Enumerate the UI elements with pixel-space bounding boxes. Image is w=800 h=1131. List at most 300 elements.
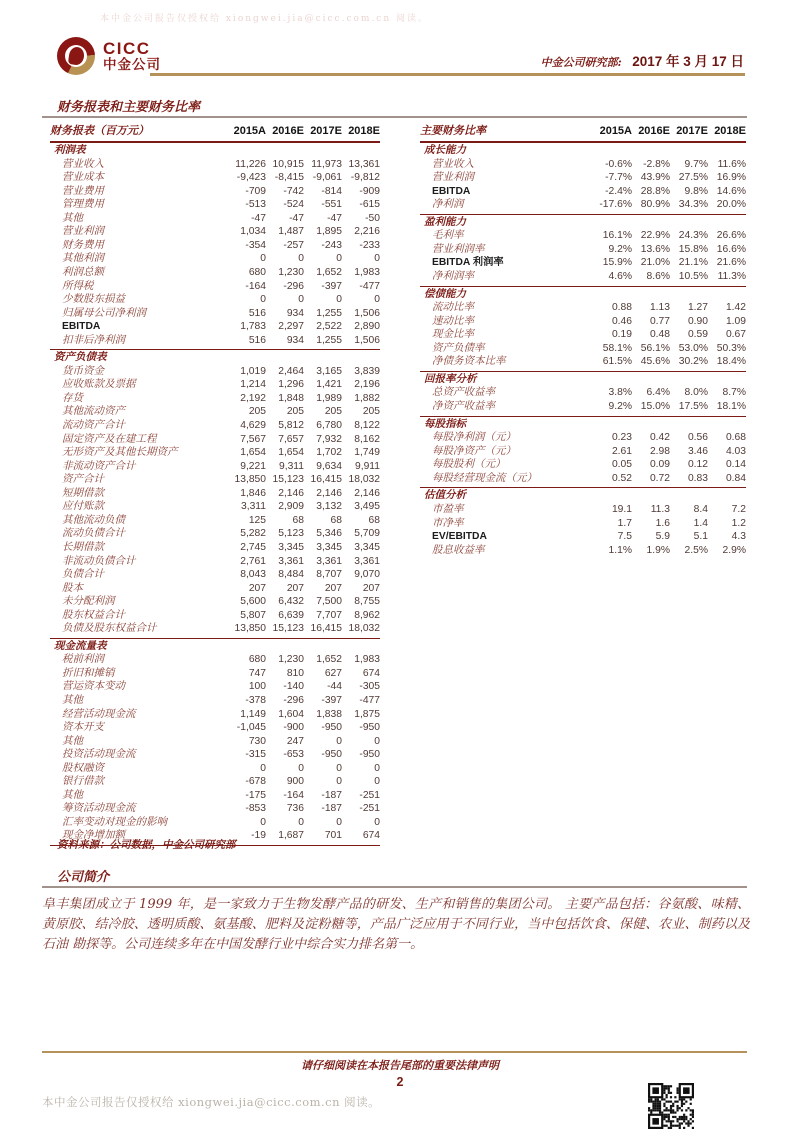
row-value: 16,415 — [310, 623, 342, 635]
row-value: -7.7% — [605, 172, 632, 184]
table-row — [50, 171, 380, 185]
row-value: 15.0% — [640, 401, 670, 413]
table-header-row — [50, 122, 380, 143]
row-value: 58.1% — [602, 342, 632, 354]
row-label: 市净率 — [432, 516, 464, 529]
row-value: 747 — [248, 667, 266, 679]
section-header: 成长能力 — [424, 144, 466, 156]
row-value: 0 — [374, 253, 380, 265]
row-value: 7.2 — [731, 503, 746, 515]
row-label: 股东权益合计 — [62, 608, 125, 621]
row-value: 5,807 — [240, 609, 266, 621]
row-value: 730 — [248, 735, 266, 747]
row-value: 3,311 — [240, 501, 266, 513]
table-section — [420, 215, 746, 287]
row-value: 15.8% — [678, 243, 708, 255]
row-value: 0.72 — [649, 472, 670, 484]
row-value: -8,415 — [274, 172, 304, 184]
row-value: -9,423 — [236, 172, 266, 184]
table-row — [50, 433, 380, 447]
row-label: 非流动负债合计 — [62, 554, 136, 567]
row-value: -678 — [245, 776, 266, 788]
row-value: 0 — [336, 776, 342, 788]
row-value: 9,070 — [354, 569, 380, 581]
row-value: 0 — [336, 816, 342, 828]
row-value: 100 — [248, 681, 266, 693]
row-value: 0.48 — [649, 329, 670, 341]
row-value: 1,296 — [278, 379, 304, 391]
row-label: 其他 — [62, 211, 83, 224]
table-row — [420, 171, 746, 185]
section-header: 利润表 — [54, 144, 86, 156]
row-value: 3,132 — [316, 501, 342, 513]
table-row — [50, 460, 380, 474]
row-value: 2,146 — [316, 487, 342, 499]
row-value: 3,361 — [316, 555, 342, 567]
row-value: 5,282 — [240, 528, 266, 540]
row-label: 固定资产及在建工程 — [62, 432, 157, 445]
row-value: 0.59 — [687, 329, 708, 341]
row-value: -477 — [359, 280, 380, 292]
row-value: 0 — [260, 816, 266, 828]
row-value: 2,297 — [278, 321, 304, 333]
table-row — [420, 229, 746, 243]
row-value: -354 — [245, 239, 266, 251]
row-value: 22.9% — [640, 230, 670, 242]
row-value: -524 — [283, 199, 304, 211]
row-value: 0.14 — [725, 459, 746, 471]
row-value: 6,780 — [316, 420, 342, 432]
row-value: 34.3% — [678, 199, 708, 211]
table-row — [50, 320, 380, 334]
row-label: EBITDA — [62, 321, 101, 333]
row-value: -0.6% — [605, 158, 632, 170]
row-label: 无形资产及其他长期资产 — [62, 446, 178, 459]
row-value: 0.67 — [725, 329, 746, 341]
row-label: 经营活动现金流 — [62, 707, 136, 720]
row-value: 6.4% — [646, 387, 670, 399]
row-value: 0 — [374, 776, 380, 788]
row-value: -397 — [321, 695, 342, 707]
header-divider — [150, 73, 745, 76]
row-value: 0.77 — [649, 315, 670, 327]
table-row — [420, 503, 746, 517]
row-value: 3,361 — [354, 555, 380, 567]
column-header: 2015A — [233, 125, 266, 137]
table-section — [420, 287, 746, 372]
row-value: -47 — [289, 212, 304, 224]
row-label: 营业收入 — [432, 157, 474, 170]
table-row — [50, 212, 380, 226]
table-row — [420, 472, 746, 486]
row-label: 股本 — [62, 581, 83, 594]
row-value: 1,604 — [278, 708, 304, 720]
row-label: 少数股东损益 — [62, 293, 125, 306]
row-value: -243 — [321, 239, 342, 251]
row-value: 2,909 — [278, 501, 304, 513]
table-row — [50, 541, 380, 555]
row-value: 1.1% — [608, 544, 632, 556]
row-value: 4.3 — [731, 531, 746, 543]
row-label: 其他 — [62, 788, 83, 801]
row-value: 45.6% — [640, 356, 670, 368]
row-value: 1,034 — [240, 226, 266, 238]
row-value: 1.9% — [646, 544, 670, 556]
row-value: 9,911 — [354, 460, 380, 472]
table-row — [50, 473, 380, 487]
row-value: 68 — [292, 514, 304, 526]
row-value: 13,850 — [234, 474, 266, 486]
row-value: 2,146 — [354, 487, 380, 499]
row-value: 1,838 — [316, 708, 342, 720]
row-value: -1,045 — [236, 722, 266, 734]
table-row — [50, 694, 380, 708]
row-value: 1,506 — [354, 334, 380, 346]
column-header: 2018E — [348, 125, 380, 137]
section-header: 偿债能力 — [424, 287, 466, 300]
report-date: 2017 年 3 月 17 日 — [632, 54, 744, 69]
row-value: 1,487 — [278, 226, 304, 238]
row-value: 3,345 — [278, 541, 304, 553]
top-watermark: 本中金公司报告仅授权给 xiongwei.jia@cicc.com.cn 阅读。 — [100, 14, 430, 24]
row-value: 13.6% — [640, 243, 670, 255]
row-label: 财务费用 — [62, 238, 104, 251]
row-value: 1.4 — [693, 517, 708, 529]
row-value: -615 — [359, 199, 380, 211]
table-row — [50, 735, 380, 749]
row-value: 1.09 — [725, 315, 746, 327]
table-row — [50, 158, 380, 172]
section-header: 回报率分析 — [424, 372, 477, 385]
row-value: 15.9% — [602, 257, 632, 269]
table-row — [50, 582, 380, 596]
logo-cn-text: 中金公司 — [103, 56, 161, 72]
row-value: 61.5% — [602, 356, 632, 368]
table-section — [420, 488, 746, 559]
row-value: 8.6% — [646, 271, 670, 283]
row-value: -742 — [283, 185, 304, 197]
table-row — [50, 622, 380, 636]
row-label: 每股经营现金流（元） — [432, 471, 537, 484]
row-value: 2,522 — [316, 321, 342, 333]
row-value: 0 — [260, 294, 266, 306]
row-label: 未分配利润 — [62, 595, 115, 608]
table-row — [50, 721, 380, 735]
row-value: 2.9% — [722, 544, 746, 556]
table-section — [420, 372, 746, 417]
row-label: 速动比率 — [432, 314, 474, 327]
table-row — [420, 243, 746, 257]
row-value: 4,629 — [240, 420, 266, 432]
row-value: 0.42 — [649, 432, 670, 444]
row-value: 1,749 — [354, 447, 380, 459]
row-value: 0 — [260, 253, 266, 265]
row-label: 其他流动负债 — [62, 513, 125, 526]
row-value: -140 — [283, 681, 304, 693]
row-value: 934 — [286, 307, 304, 319]
row-value: 0 — [260, 762, 266, 774]
row-value: 1.13 — [649, 302, 670, 314]
row-value: 0 — [336, 735, 342, 747]
row-value: 9,311 — [278, 460, 304, 472]
row-value: 934 — [286, 334, 304, 346]
row-value: 207 — [248, 582, 266, 594]
row-value: -19 — [251, 830, 266, 842]
row-value: 8.7% — [722, 387, 746, 399]
row-value: 2.61 — [611, 445, 632, 457]
row-value: 18,032 — [348, 623, 380, 635]
table-row — [420, 328, 746, 342]
row-value: 247 — [286, 735, 304, 747]
row-label: 汇率变动对现金的影响 — [62, 815, 167, 828]
table-row — [50, 667, 380, 681]
row-label: 每股股利（元） — [432, 458, 506, 471]
section-header: 现金流量表 — [54, 639, 107, 652]
row-value: -315 — [245, 749, 266, 761]
row-value: -164 — [283, 789, 304, 801]
row-value: 1,687 — [278, 830, 304, 842]
title-divider — [42, 116, 747, 118]
table-row — [50, 266, 380, 280]
row-value: 1.27 — [687, 302, 708, 314]
company-profile-text: 阜丰集团成立于 1999 年，是一家致力于生物发酵产品的研发、生产和销售的集团公司。 主要产品包括：谷氨酸、味精、黄原胶、结冷胶、透明质酸、氨基酸、肥料及淀粉糖等，产品广泛应用于不同行业，当中包括饮食、保健、农业、制药以及石油 勘探等。公司连续多年在中国发酵行业中综合实力排名第一。 — [42, 897, 750, 952]
row-value: 1,846 — [240, 487, 266, 499]
row-label: 现金比率 — [432, 328, 474, 341]
row-value: 0 — [374, 735, 380, 747]
table-row — [420, 270, 746, 284]
row-label: 其他流动资产 — [62, 405, 125, 418]
row-value: 2,216 — [354, 226, 380, 238]
table-header-row — [420, 122, 746, 143]
table-row — [420, 530, 746, 544]
row-value: -9,812 — [350, 172, 380, 184]
table-row — [50, 653, 380, 667]
row-value: -513 — [245, 199, 266, 211]
row-value: 24.3% — [678, 230, 708, 242]
row-value: 8,162 — [354, 433, 380, 445]
row-value: -296 — [283, 695, 304, 707]
row-label: 净资产收益率 — [432, 400, 495, 413]
table-row — [50, 514, 380, 528]
row-value: 1,983 — [354, 654, 380, 666]
table-row — [420, 386, 746, 400]
row-value: 0 — [374, 294, 380, 306]
row-value: 1,989 — [316, 392, 342, 404]
row-value: 9,221 — [240, 460, 266, 472]
row-value: 1,895 — [316, 226, 342, 238]
row-value: 1,214 — [240, 379, 266, 391]
section-header: 盈利能力 — [424, 215, 466, 228]
row-value: 15,123 — [272, 623, 304, 635]
table-row — [50, 609, 380, 623]
row-value: -950 — [321, 722, 342, 734]
row-label: 净利润 — [432, 198, 464, 211]
row-label: 每股净资产（元） — [432, 444, 516, 457]
row-label: 非流动资产合计 — [62, 459, 136, 472]
row-value: -296 — [283, 280, 304, 292]
row-label: 股权融资 — [62, 761, 104, 774]
row-value: 1,702 — [316, 447, 342, 459]
row-value: -175 — [245, 789, 266, 801]
row-value: -814 — [321, 185, 342, 197]
row-label: 应收账款及票据 — [62, 378, 136, 391]
table-row — [50, 487, 380, 501]
row-label: 利润总额 — [62, 265, 104, 278]
table-body — [420, 143, 746, 559]
row-value: 20.0% — [716, 199, 746, 211]
row-value: 0.52 — [611, 472, 632, 484]
row-value: 21.0% — [640, 257, 670, 269]
row-value: 3,839 — [354, 365, 380, 377]
row-label: 投资活动现金流 — [62, 748, 136, 761]
row-value: 5.1 — [693, 531, 708, 543]
row-value: -9,061 — [312, 172, 342, 184]
row-value: 16.9% — [716, 172, 746, 184]
row-value: 207 — [286, 582, 304, 594]
row-value: 516 — [248, 334, 266, 346]
table-row — [420, 458, 746, 472]
row-value: 0.88 — [611, 302, 632, 314]
row-value: 2,196 — [354, 379, 380, 391]
row-value: 0.19 — [611, 329, 632, 341]
row-value: -187 — [321, 789, 342, 801]
row-value: 0.12 — [687, 459, 708, 471]
row-value: 1,230 — [278, 266, 304, 278]
row-value: 205 — [248, 406, 266, 418]
row-label: 每股净利润（元） — [432, 431, 516, 444]
row-value: 0.05 — [611, 459, 632, 471]
row-value: 21.6% — [716, 257, 746, 269]
row-label: 应付账款 — [62, 500, 104, 513]
row-value: 56.1% — [640, 342, 670, 354]
table-row — [50, 595, 380, 609]
row-label: 管理费用 — [62, 198, 104, 211]
table-row — [50, 419, 380, 433]
row-value: 1,848 — [278, 392, 304, 404]
logo-cicc-text: CICC — [103, 38, 151, 58]
row-label: 短期借款 — [62, 486, 104, 499]
row-value: 15,123 — [272, 474, 304, 486]
row-value: 1.2 — [731, 517, 746, 529]
row-label: 毛利率 — [432, 229, 464, 242]
row-value: 8,043 — [240, 569, 266, 581]
row-value: 205 — [362, 406, 380, 418]
table-row — [50, 680, 380, 694]
row-value: 17.5% — [678, 401, 708, 413]
footer-divider — [42, 1051, 747, 1053]
row-value: 19.1 — [611, 503, 632, 515]
profile-divider — [42, 886, 747, 888]
cicc-logo — [57, 37, 161, 75]
table-row — [50, 365, 380, 379]
row-value: 680 — [248, 266, 266, 278]
row-value: 1,652 — [316, 266, 342, 278]
row-value: 0 — [374, 816, 380, 828]
table-row — [50, 568, 380, 582]
table-row — [50, 225, 380, 239]
column-header: 2015A — [599, 125, 632, 137]
section-header: 每股指标 — [424, 417, 466, 430]
row-value: -477 — [359, 695, 380, 707]
row-value: 1,654 — [278, 447, 304, 459]
row-value: 10.5% — [678, 271, 708, 283]
row-value: -653 — [283, 749, 304, 761]
row-value: 5,600 — [240, 596, 266, 608]
table-row — [50, 748, 380, 762]
row-label: 其他 — [62, 734, 83, 747]
table-row — [50, 816, 380, 830]
table-row — [50, 446, 380, 460]
table-row — [420, 517, 746, 531]
row-value: -853 — [245, 803, 266, 815]
table-row — [50, 392, 380, 406]
row-label: 负债合计 — [62, 568, 104, 581]
row-value: 2.5% — [684, 544, 708, 556]
legal-disclaimer: 请仔细阅读在本报告尾部的重要法律声明 — [301, 1059, 499, 1072]
row-value: 11.3 — [650, 503, 670, 515]
section-header: 估值分析 — [424, 489, 466, 502]
table-section — [420, 143, 746, 215]
qr-code-icon — [648, 1083, 694, 1129]
section-header: 资产负债表 — [54, 351, 107, 364]
row-value: -909 — [359, 185, 380, 197]
row-value: 1,230 — [278, 654, 304, 666]
row-value: 7,932 — [316, 433, 342, 445]
row-value: -2.8% — [643, 158, 670, 170]
row-value: 0.46 — [611, 315, 632, 327]
row-value: 8,962 — [354, 609, 380, 621]
row-value: 8,484 — [278, 569, 304, 581]
row-value: 1,255 — [316, 307, 342, 319]
row-value: 2,761 — [240, 555, 266, 567]
row-value: 11,973 — [311, 158, 342, 170]
row-value: 900 — [286, 776, 304, 788]
research-dept-label: 中金公司研究部: — [540, 56, 622, 69]
row-label: 资产合计 — [62, 473, 104, 486]
row-value: 11,226 — [235, 158, 266, 170]
row-value: 0 — [374, 762, 380, 774]
row-value: -233 — [359, 239, 380, 251]
row-value: -44 — [327, 681, 342, 693]
row-label: 净利润率 — [432, 270, 474, 283]
row-value: 16.6% — [716, 243, 746, 255]
row-value: -397 — [321, 280, 342, 292]
row-value: 3,165 — [316, 365, 342, 377]
row-label: 股息收益率 — [432, 543, 485, 556]
row-value: 2.98 — [649, 445, 670, 457]
row-value: -2.4% — [605, 185, 632, 197]
row-value: 0 — [298, 294, 304, 306]
row-value: -378 — [245, 695, 266, 707]
row-label: 营运资本变动 — [62, 680, 125, 693]
row-value: 7,500 — [316, 596, 342, 608]
row-value: 680 — [248, 654, 266, 666]
row-value: 16.1% — [602, 230, 632, 242]
row-value: 2,146 — [278, 487, 304, 499]
table-section — [50, 639, 380, 846]
table-row — [420, 185, 746, 199]
row-value: 627 — [324, 667, 342, 679]
row-label: 流动负债合计 — [62, 527, 125, 540]
row-value: 14.6% — [716, 185, 746, 197]
row-value: 7,707 — [316, 609, 342, 621]
row-value: 5.9 — [655, 531, 670, 543]
row-value: 207 — [324, 582, 342, 594]
row-value: -950 — [321, 749, 342, 761]
table-row — [420, 315, 746, 329]
row-value: 11.3% — [717, 271, 746, 283]
row-label: 折旧和摊销 — [62, 666, 115, 679]
